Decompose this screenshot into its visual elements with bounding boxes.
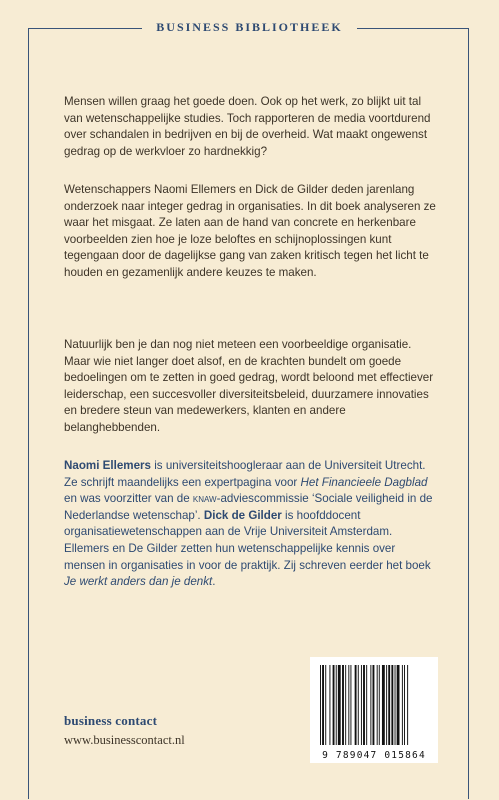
publisher-logo: business contact	[64, 713, 158, 728]
bio-text-5: .	[212, 575, 216, 589]
paragraph-benefits: Natuurlijk ben je dan nog niet meteen een voorbeeldige organisatie. Maar wie niet langer doet alsof, en de krachten bundelt om goede bedoelingen om te zetten in goed gedrag, wordt beloond met effectiever leiderschap, een succesvoller diversiteitsbeleid, duurzamere innovaties en bredere steun van medewerkers, klanten en andere belanghebbenden.	[64, 338, 434, 434]
bio-text-2: en was voorzitter van de	[64, 492, 193, 506]
barcode-bars	[310, 657, 438, 749]
paragraph-intro: Mensen willen graag het goede doen. Ook op het werk, zo blijkt uit tal van wetenschappelijke studies. Toch rapporteren de media voortdurend over schandalen in bedrijven en bij de overheid. Wat maakt ongewenst gedrag op de werkvloer zo hardnekkig?	[64, 95, 431, 158]
series-header	[0, 17, 499, 37]
publisher-website: www.businesscontact.nl	[64, 733, 185, 747]
paragraph-research: Wetenschappers Naomi Ellemers en Dick de Gilder deden jarenlang onderzoek naar integer gedrag in organisaties. In dit boek analyseren ze waar het misgaat. Ze laten aan de hand van concrete en herkenbare voorbeelden zien hoe je loze beloftes en schijnoplossingen kunt tegengaan door de dagelijkse gang van zaken kritisch tegen het licht te houden en gezamenlijk andere keuzes te maken.	[64, 183, 436, 279]
bio-text-3: -adviescommissie ‘Sociale veiligheid in de Nederlandse wetenschap’.	[64, 492, 433, 522]
author-bio	[64, 458, 437, 591]
barcode-number: 9 789047 015864	[322, 750, 426, 761]
knaw-abbrev: knaw	[192, 492, 217, 506]
book-title: Je werkt anders dan je denkt	[64, 575, 213, 589]
author-name-ellemers: Naomi Ellemers	[64, 459, 151, 472]
barcode	[310, 657, 438, 763]
author-name-de-gilder: Dick de Gilder	[203, 508, 282, 522]
bio-text-1: is universiteitshoogleraar aan de Universiteit Utrecht. Ze schrijft maandelijks een expertpagina voor	[64, 459, 426, 489]
series-label: BUSINESS BIBLIOTHEEK	[142, 17, 356, 37]
publication-name: Het Financieele Dagblad	[300, 475, 428, 489]
bio-text-4: is hoofddocent organisatiewetenschappen aan de Vrije Universiteit Amsterdam. Ellemers en De Gilder zetten hun wetenschappelijke kennis over mensen in organisaties in voor de praktijk. Zij schreven eerder het boek	[64, 508, 431, 572]
